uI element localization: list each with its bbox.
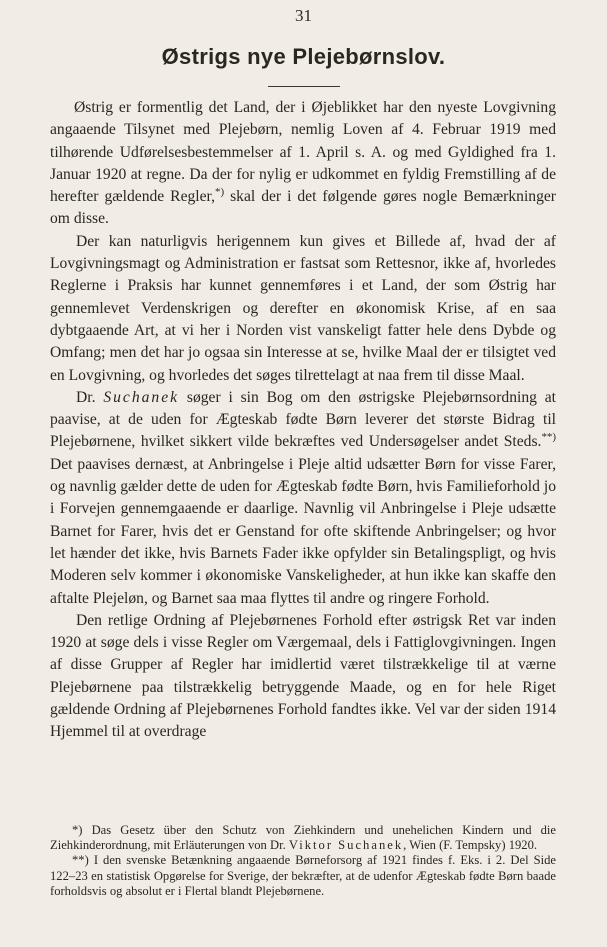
- footnote-1-author: Viktor Suchanek: [288, 838, 404, 853]
- author-name: Suchanek: [103, 388, 180, 406]
- footnote-2-marker: **): [72, 853, 89, 868]
- footnote-ref-2: **): [541, 431, 556, 444]
- footnote-1: [50, 823, 556, 853]
- footnote-ref-1: *): [215, 186, 225, 198]
- footnote-2-text: I den svenske Betænkning angaaende Børneforsorg af 1921 findes f. Eks. i 2. Del Side 122–23 en statistisk Opgørelse for Sverige, der bekræfter, at de udenfor Ægteskab fødte Børn baade forholdsvis og absolut er i Flertal blandt Plejebørnene.: [50, 853, 556, 898]
- footnote-2: [50, 853, 556, 899]
- footnote-1-text: Das Gesetz über den Schutz von Ziehkindern und unehelichen Kindern und die Ziehkinderordnung, mit Erläuterungen von Dr.: [50, 823, 556, 853]
- title-rule: [268, 86, 340, 87]
- page-title: Østrigs nye Plejebørnslov.: [161, 44, 446, 69]
- paragraph-2: Der kan naturligvis herigennem kun gives et Billede af, hvad der af Lovgivningsmagt og Administration er fastsat som Rettesnor, ikke af, hvorledes Reglerne i Praksis har kunnet gennemføres i et Land, der som Østrig har gennemlevet Verdenskrigen og derefter en økonomisk Krise, af en saa dybtgaaende Art, at vi her i Norden vist vanskeligt fatter hele dens Dybde og Omfang; men det har jo ogsaa sin Interesse at se, hvilke Maal der er tilsigtet ved en Lovgivning, og hvorledes det søges tilrettelagt at naa frem til disse Maal.: [50, 232, 556, 384]
- paragraph-3-text: søger i sin Bog om den østrigske Plejebørnsordning at paavise, at de uden for Ægteskab fødte Børn leverer det største Bidrag til Plejebørnene, hvilket sikkert vilde bekræftes ved Undersøgelser andet Steds.: [50, 388, 557, 451]
- body-text: [50, 97, 556, 744]
- paragraph-3: [50, 387, 556, 610]
- paragraph-1: [50, 97, 556, 231]
- page-number: 31: [295, 6, 312, 25]
- paragraph-3-lead: Dr.: [76, 388, 104, 406]
- paragraph-1-text-after: skal der i det følgende gøres nogle Bemærkninger om disse.: [50, 188, 556, 228]
- footnote-1-text-after: , Wien (F. Tempsky) 1920.: [403, 838, 538, 853]
- paragraph-3-text-after: Det paavises dernæst, at Anbringelse i Pleje altid udsætter Børn for visse Farer, og navnlig gælder dette de uden for Ægteskab fødte Børn, hvis Familieforhold jo i Forvejen gennemgaaende er daarlige. Navnlig vil Anbringelse i Pleje udsætte Barnet for Farer, hvis det er Genstand for ofte skiftende Anbringelser; og hvor let hænder det ikke, hvis Barnets Fader ikke opfylder sin Betalingspligt, og hvis Moderen selv kommer i økonomiske Vanskeligheder, at hun ikke kan skaffe den aftalte Plejeløn, og Barnet saa maa flyttes til andre og ringere Forhold.: [50, 455, 556, 607]
- footnote-1-marker: *): [72, 823, 83, 837]
- footnotes: [50, 823, 556, 899]
- paragraph-1-text: Østrig er formentlig det Land, der i Øjeblikket har den nyeste Lovgivning angaaende Tilsynet med Plejebørn, nemlig Loven af 4. Februar 1919 med tilhørende Udførelsesbestemmelser af 1. April s. A. og med Gyldighed fra 1. Januar 1920 at regne. Da der for nylig er udkommet en fyldig Fremstilling af de herefter gældende Regler,: [50, 99, 556, 206]
- paragraph-4: Den retlige Ordning af Plejebørnenes Forhold efter østrigsk Ret var inden 1920 at søge dels i visse Regler om Værgemaal, dels i Fattiglovgivningen. Ingen af disse Grupper af Regler har imidlertid været tilstrækkelige til at værne Plejebørnene paa tilstrækkelig betryggende Maade, og en for hele Riget gældende Ordning af Plejebørnenes Forhold fandtes ikke. Vel var der siden 1914 Hjemmel til at overdrage: [50, 611, 556, 741]
